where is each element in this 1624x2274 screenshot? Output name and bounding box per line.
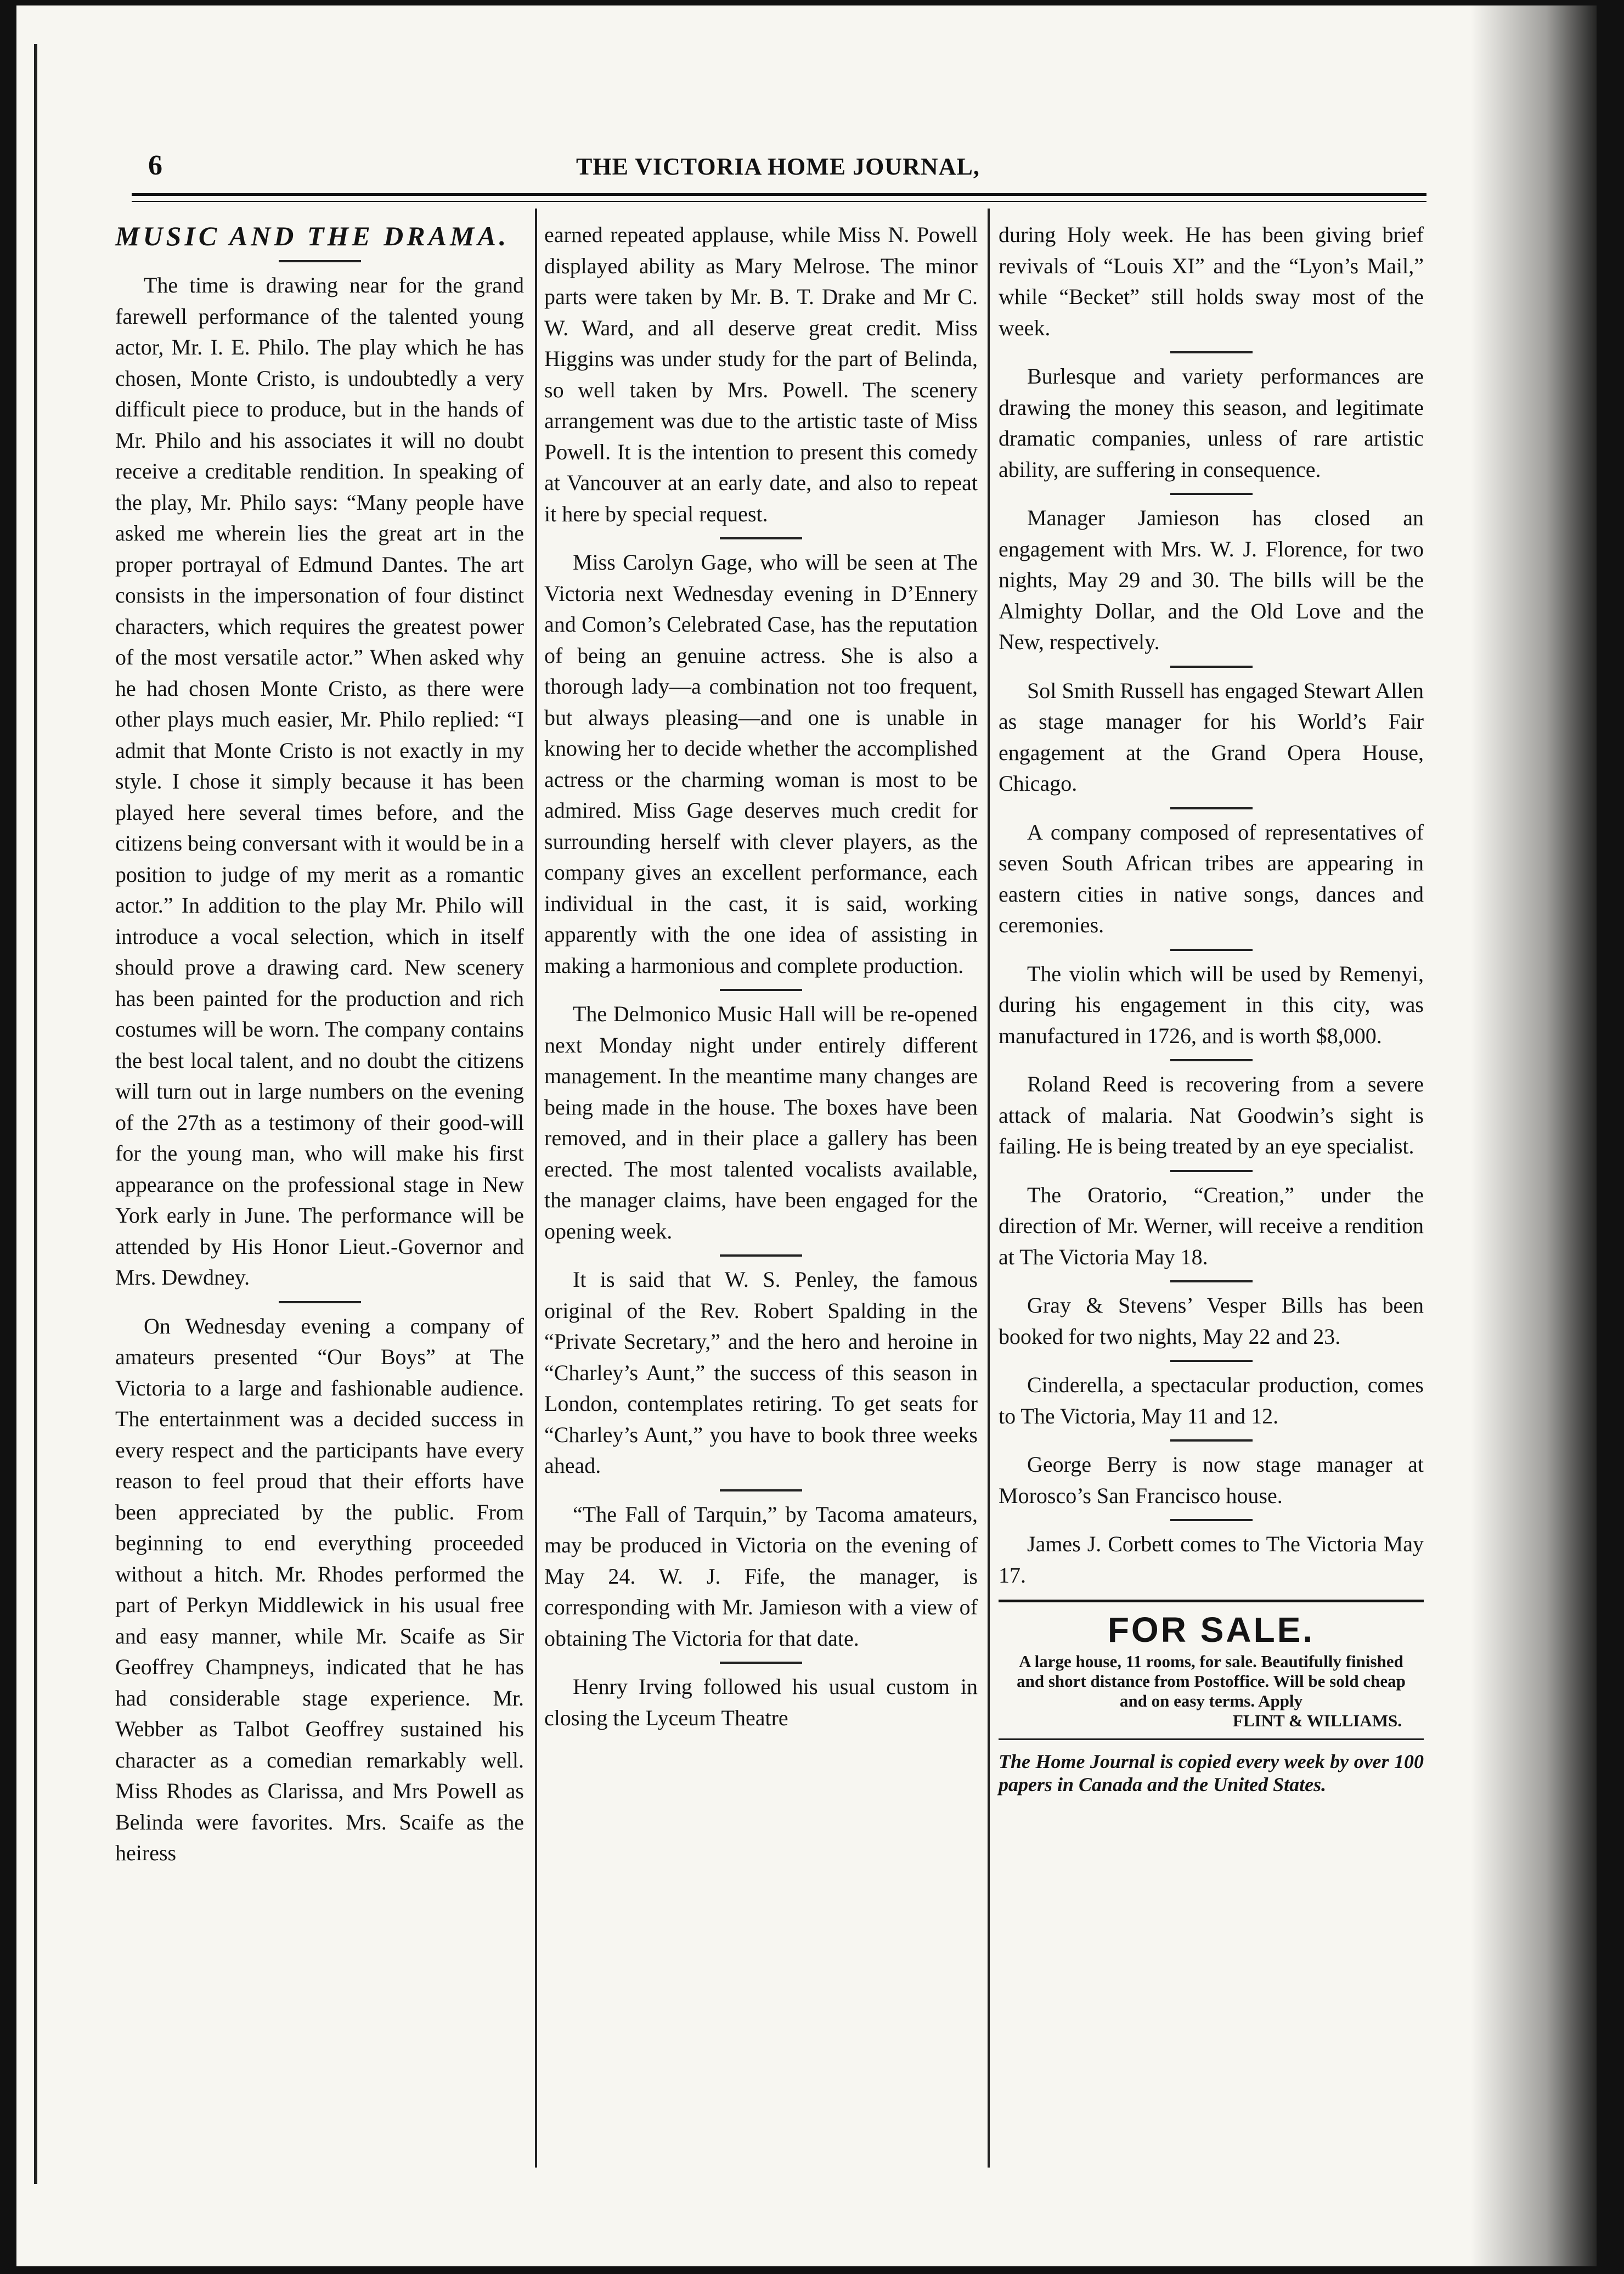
- separator: [1170, 1439, 1253, 1442]
- column-3: [999, 219, 1424, 1796]
- advert-signature: FLINT & WILLIAMS.: [1232, 1711, 1402, 1730]
- article-paragraph: The Oratorio, “Creation,” under the direction of Mr. Werner, will receive a rendition at The Victoria May 18.: [999, 1182, 1424, 1269]
- column-2: [544, 219, 978, 1733]
- page-border-rule: [34, 44, 37, 2184]
- separator: [1170, 666, 1253, 668]
- separator: [1170, 351, 1253, 353]
- separator: [1170, 1280, 1253, 1282]
- column-divider: [535, 209, 537, 2168]
- article-paragraph: The time is drawing near for the grand farewell performance of the talented young actor, Mr. I. E. Philo. The play which he has chosen, Monte Cristo, is undoubtedly a very difficult piece to produce, but in the hands of Mr. Philo and his associates it will no doubt receive a creditable rendition. In speaking of the play, Mr. Philo says: “Many people have asked me wherein lies the great art in the proper portrayal of Edmund Dantes. The art consists in the impersonation of four distinct characters, which requires the greatest power of the most versatile actor.” When asked why he had chosen Monte Cristo, as there were other plays much easier, Mr. Philo replied: “I admit that Monte Cristo is not exactly in my style. I chose it simply because it has been played here several times before, and the citizens being conversant with it would be in a position to judge of my merit as a romantic actor.” In addition to the play Mr. Philo will introduce a vocal selection, which in itself should prove a drawing card. New scenery has been painted for the production and rich costumes will be worn. The company contains the best local talent, and no doubt the citizens will turn out in large numbers on the evening of the 27th as a testimony of their good-will for the young man, who will make his first appearance on the professional stage in New York early in June. The performance will be attended by His Honor Lieut.-Governor and Mrs. Dewdney.: [115, 273, 524, 1290]
- article-paragraph: A company composed of representatives of seven South African tribes are appearing in eastern cities in native songs, dances and ceremonies.: [999, 819, 1424, 937]
- page-edge-shadow: [1470, 5, 1597, 2266]
- column-1: [115, 219, 524, 1869]
- article-paragraph: “The Fall of Tarquin,” by Tacoma amateurs, may be produced in Victoria on the evening of May 24. W. J. Fife, the manager, is corresponding with Mr. Jamieson with a view of obtaining The Victoria for that date.: [544, 1501, 978, 1651]
- separator: [720, 1662, 802, 1664]
- separator: [1170, 807, 1253, 809]
- article-paragraph: Manager Jamieson has closed an engagement with Mrs. W. J. Florence, for two nights, May 29 and 30. The bills will be the Almighty Dollar, and the Old Love and the New, respectively.: [999, 505, 1424, 654]
- article-paragraph: It is said that W. S. Penley, the famous original of the Rev. Robert Spalding in the “Private Secretary,” and the hero and heroine in “Charley’s Aunt,” the success of this season in London, contemplates retiring. To get seats for “Charley’s Aunt,” you have to book three weeks ahead.: [544, 1267, 978, 1478]
- circulation-note: The Home Journal is copied every week by over 100 papers in Canada and the United States.: [999, 1750, 1424, 1795]
- article-paragraph: James J. Corbett comes to The Victoria May 17.: [999, 1532, 1424, 1588]
- newspaper-page: [16, 5, 1597, 2266]
- article-paragraph: during Holy week. He has been giving brief revivals of “Louis XI” and the “Lyon’s Mail,” while “Becket” still holds sway most of the week.: [999, 222, 1424, 340]
- section-title: MUSIC AND THE DRAMA.: [115, 221, 510, 251]
- separator: [720, 989, 802, 991]
- header-rule: [132, 193, 1426, 196]
- article-paragraph: Gray & Stevens’ Vesper Bills has been booked for two nights, May 22 and 23.: [999, 1293, 1424, 1349]
- article-paragraph: Burlesque and variety performances are drawing the money this season, and legitimate dramatic companies, unless of rare artistic ability, are suffering in consequence.: [999, 364, 1424, 482]
- separator: [279, 260, 361, 262]
- separator: [1170, 1170, 1253, 1172]
- separator: [1170, 1059, 1253, 1061]
- column-divider: [988, 209, 990, 2168]
- separator: [1170, 1360, 1253, 1362]
- separator: [720, 1254, 802, 1257]
- article-paragraph: Henry Irving followed his usual custom in closing the Lyceum Theatre: [544, 1674, 978, 1730]
- article-paragraph: George Berry is now stage manager at Morosco’s San Francisco house.: [999, 1452, 1424, 1508]
- article-paragraph: The Delmonico Music Hall will be re-opened next Monday night under entirely different management. In the meantime many changes are being made in the house. The boxes have been removed, and in their place a gallery has been erected. The most talented vocalists available, the manager claims, have been engaged for the opening week.: [544, 1001, 978, 1243]
- advert-rule: [999, 1600, 1424, 1602]
- separator: [720, 1489, 802, 1491]
- page-number: 6: [148, 150, 162, 181]
- article-paragraph: Sol Smith Russell has engaged Stewart Allen as stage manager for his World’s Fair engagement at the Grand Opera House, Chicago.: [999, 678, 1424, 796]
- article-paragraph: earned repeated applause, while Miss N. Powell displayed ability as Mary Melrose. The minor parts were taken by Mr. B. T. Drake and Mr C. W. Ward, and all deserve great credit. Miss Higgins was under study for the part of Belinda, so well taken by Mrs. Powell. The scenery arrangement was due to the artistic taste of Miss Powell. It is the intention to present this comedy at Vancouver at an early date, and also to repeat it here by special request.: [544, 222, 978, 526]
- separator: [1170, 1519, 1253, 1521]
- advert-title: FOR SALE.: [1107, 1610, 1315, 1650]
- article-paragraph: The violin which will be used by Remenyi, during his engagement in this city, was manufactured in 1726, and is worth $8,000.: [999, 961, 1424, 1048]
- article-paragraph: Miss Carolyn Gage, who will be seen at The Victoria next Wednesday evening in D’Ennery and Comon’s Celebrated Case, has the reputation of being an genuine actress. She is also a thorough lady—a combination not too frequent, but always pleasing—and one is unable in knowing her to decide whether the accomplished actress or the charming woman is most to be admired. Miss Gage deserves much credit for surrounding herself with clever players, as the company gives an excellent performance, each individual in the cast, it is said, working apparently with the one idea of assisting in making a harmonious and complete production.: [544, 550, 978, 978]
- advert-body: A large house, 11 rooms, for sale. Beautifully finished and short distance from Postoffice. Will be sold cheap and on easy terms. Apply: [1017, 1652, 1406, 1710]
- advert-rule: [999, 1738, 1424, 1740]
- article-paragraph: Roland Reed is recovering from a severe attack of malaria. Nat Goodwin’s sight is failing. He is being treated by an eye specialist.: [999, 1072, 1424, 1158]
- separator: [720, 537, 802, 539]
- separator: [1170, 949, 1253, 951]
- masthead: THE VICTORIA HOME JOURNAL,: [576, 153, 980, 180]
- header-rule-thin: [132, 201, 1426, 202]
- separator: [279, 1301, 361, 1303]
- article-paragraph: On Wednesday evening a company of amateurs presented “Our Boys” at The Victoria to a large and fashionable audience. The entertainment was a decided success in every respect and the participants have every reason to feel proud that their efforts have been appreciated by the public. From beginning to end everything proceeded without a hitch. Mr. Rhodes performed the part of Perkyn Middlewick in his usual free and easy manner, while Mr. Scaife as Sir Geoffrey Champneys, indicated that he has had considerable stage experience. Mr. Webber as Talbot Geoffrey sustained his character as a comedian remarkably well. Miss Rhodes as Clarissa, and Mrs Powell as Belinda were favorites. Mrs. Scaife as the heiress: [115, 1313, 524, 1865]
- article-paragraph: Cinderella, a spectacular production, comes to The Victoria, May 11 and 12.: [999, 1372, 1424, 1428]
- separator: [1170, 493, 1253, 495]
